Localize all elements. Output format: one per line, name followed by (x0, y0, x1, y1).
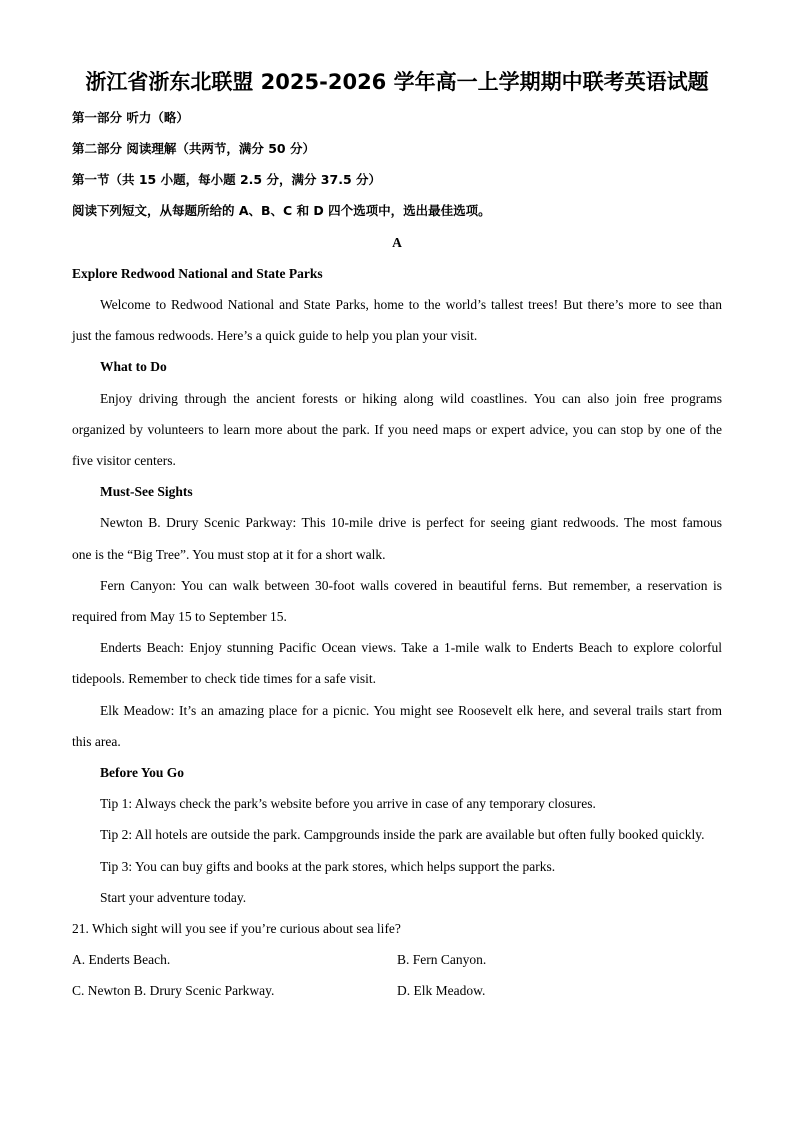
passage-line: Newton B. Drury Scenic Parkway: This 10-mile drive is perfect for seeing giant redwoods. The most famous (100, 515, 722, 530)
tip-line: Tip 1: Always check the park’s website before you arrive in case of any temporary closures. (100, 796, 596, 811)
passage-line: this area. (72, 734, 121, 749)
passage-line: Welcome to Redwood National and State Parks, home to the world’s tallest trees! But there’s more to see than (100, 297, 722, 312)
subheading-must-see-sights: Must-See Sights (100, 484, 193, 499)
passage-line: Enjoy driving through the ancient forests or hiking along wild coastlines. You can also join free programs (100, 391, 722, 406)
subheading-what-to-do: What to Do (100, 359, 167, 374)
option-b: B. Fern Canyon. (397, 952, 487, 967)
part-one-heading: 第一部分 听力（略） (72, 110, 189, 125)
tip-line: Tip 3: You can buy gifts and books at the park stores, which helps support the parks. (100, 859, 556, 874)
passage-line: Start your adventure today. (100, 890, 247, 905)
instruction-text: 阅读下列短文，从每题所给的 A、B、C 和 D 四个选项中，选出最佳选项。 (72, 203, 491, 218)
question-stem: 21. Which sight will you see if you’re curious about sea life? (72, 921, 401, 936)
passage-line: Elk Meadow: It’s an amazing place for a picnic. You might see Roosevelt elk here, and several trails start from (100, 703, 722, 718)
passage-line: tidepools. Remember to check tide times for a safe visit. (72, 671, 377, 686)
option-d: D. Elk Meadow. (397, 983, 486, 998)
option-a: A. Enderts Beach. (72, 952, 171, 967)
passage-line: Enderts Beach: Enjoy stunning Pacific Ocean views. Take a 1-mile walk to Enderts Beach to explore colorful (100, 640, 722, 655)
exam-title: 浙江省浙东北联盟 2025-2026 学年高一上学期期中联考英语试题 (85, 70, 709, 94)
subheading-before-you-go: Before You Go (100, 765, 184, 780)
passage-line: just the famous redwoods. Here’s a quick guide to help you plan your visit. (72, 328, 478, 343)
passage-line: Fern Canyon: You can walk between 30-foot walls covered in beautiful ferns. But remember, a reservation is (100, 578, 722, 593)
section-one-heading: 第一节（共 15 小题，每小题 2.5 分，满分 37.5 分） (72, 172, 381, 187)
tip-line: Tip 2: All hotels are outside the park. Campgrounds inside the park are available but often fully booked quickly. (100, 827, 705, 842)
option-c: C. Newton B. Drury Scenic Parkway. (72, 983, 275, 998)
passage-letter: A (392, 235, 402, 250)
passage-line: organized by volunteers to learn more about the park. If you need maps or expert advice, you can stop by one of the (72, 422, 722, 437)
passage-line: five visitor centers. (72, 453, 176, 468)
part-two-heading: 第二部分 阅读理解（共两节，满分 50 分） (72, 141, 315, 156)
passage-line: one is the “Big Tree”. You must stop at it for a short walk. (72, 547, 386, 562)
passage-title: Explore Redwood National and State Parks (72, 266, 323, 281)
passage-line: required from May 15 to September 15. (72, 609, 287, 624)
